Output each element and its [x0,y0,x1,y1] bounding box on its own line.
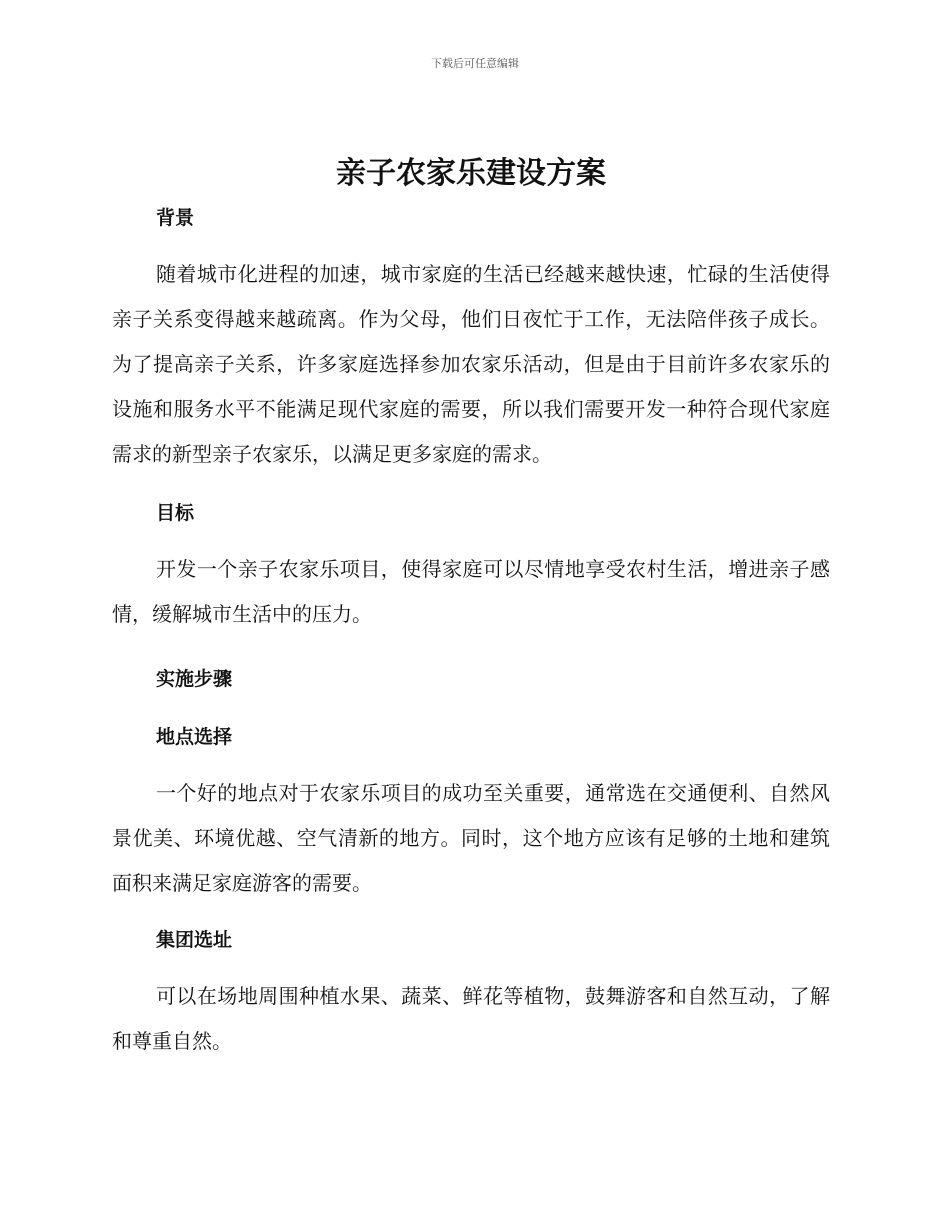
heading-background: 背景 [156,207,195,229]
heading-implementation-steps: 实施步骤 [156,668,233,690]
page-header-note: 下载后可任意编辑 [431,57,519,70]
paragraph-group-site: 可以在场地周围种植水果、蔬菜、鲜花等植物，鼓舞游客和自然互动，了解和尊重自然。 [112,984,830,1053]
heading-goal: 目标 [156,502,195,524]
heading-location-selection: 地点选择 [156,726,233,748]
paragraph-location-selection: 一个好的地点对于农家乐项目的成功至关重要，通常选在交通便利、自然风景优美、环境优越、空气清新的地方。同时，这个地方应该有足够的土地和建筑面积来满足家庭游客的需要。 [112,781,830,895]
paragraph-goal: 开发一个亲子农家乐项目，使得家庭可以尽情地享受农村生活，增进亲子感情，缓解城市生活中的压力。 [112,557,830,626]
document-body [112,152,830,1064]
paragraph-background: 随着城市化进程的加速，城市家庭的生活已经越来越快速，忙碌的生活使得亲子关系变得越来越疏离。作为父母，他们日夜忙于工作，无法陪伴孩子成长。为了提高亲子关系，许多家庭选择参加农家乐活动，但是由于目前许多农家乐的设施和服务水平不能满足现代家庭的需要，所以我们需要开发一种符合现代家庭需求的新型亲子农家乐，以满足更多家庭的需求。 [112,262,830,466]
heading-group-site: 集团选址 [156,929,233,951]
document-title: 亲子农家乐建设方案 [336,156,606,191]
